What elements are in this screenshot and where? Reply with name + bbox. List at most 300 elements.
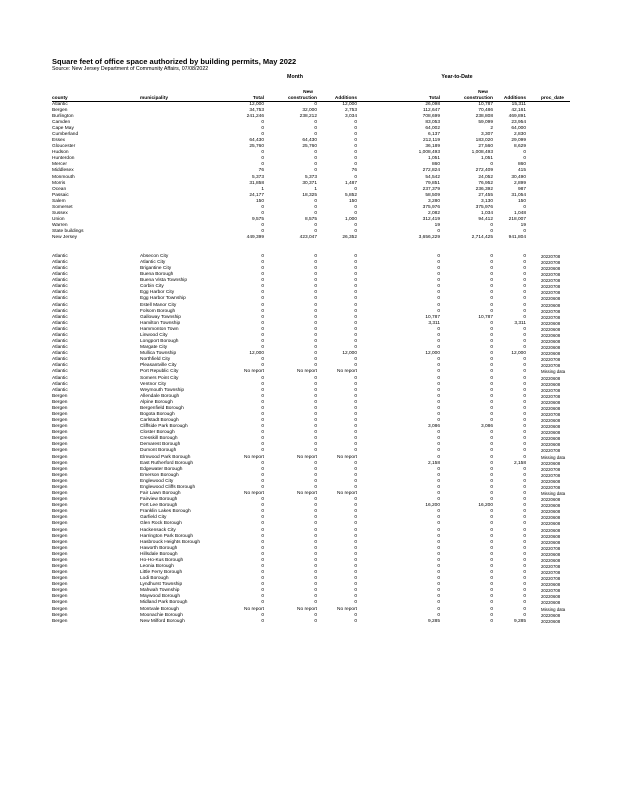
cell-ytd-new-construction: 0 — [490, 478, 493, 484]
cell-total: 12,000 — [249, 351, 264, 357]
cell-total: 0 — [261, 497, 264, 503]
cell-municipality: Absecon City — [140, 253, 169, 259]
cell-ytd-total: 0 — [437, 411, 440, 417]
cell-additions: 0 — [354, 132, 357, 137]
summary-row — [0, 223, 618, 229]
cell-new-construction: 0 — [314, 290, 317, 296]
cell-county: New Jersey — [52, 235, 78, 241]
cell-municipality: Folsom Borough — [140, 308, 176, 314]
cell-additions: 12,000 — [342, 351, 357, 357]
cell-ytd-new-construction: 0 — [490, 272, 493, 278]
cell-additions: 0 — [354, 618, 357, 624]
cell-total: 0 — [261, 551, 264, 557]
cell-county: Hudson — [52, 150, 69, 156]
cell-new-construction: No report — [297, 606, 317, 612]
cell-new-construction: 0 — [314, 460, 317, 466]
cell-new-construction: 0 — [314, 229, 317, 235]
cell-ytd-additions: 0 — [523, 448, 526, 454]
cell-total: No report — [244, 369, 264, 375]
cell-county: Morris — [52, 180, 66, 186]
cell-new-construction: 0 — [314, 442, 317, 448]
cell-ytd-additions: 0 — [523, 381, 526, 387]
cell-municipality: Bogota Borough — [140, 411, 175, 417]
cell-additions: 0 — [354, 253, 357, 259]
cell-ytd-additions: 0 — [523, 472, 526, 478]
cell-new-construction: 1 — [314, 186, 317, 192]
cell-ytd-additions: 0 — [523, 156, 526, 162]
cell-additions: 0 — [354, 588, 357, 594]
summary-row — [0, 199, 618, 205]
cell-additions: 3,034 — [344, 113, 357, 119]
cell-ytd-additions: 31,054 — [511, 192, 526, 198]
report-title: Square feet of office space authorized by building permits, May 2022 — [52, 57, 297, 66]
cell-proc-date: 20220608 — [541, 405, 561, 411]
cell-ytd-total: 3,311 — [428, 320, 440, 326]
cell-ytd-new-construction: 0 — [490, 405, 493, 411]
summary-row — [0, 168, 618, 174]
cell-additions: 0 — [354, 497, 357, 503]
cell-total: No report — [244, 454, 264, 460]
cell-ytd-new-construction: 0 — [490, 296, 493, 302]
cell-municipality: Lodi Borough — [140, 576, 169, 582]
cell-ytd-new-construction: 0 — [490, 278, 493, 284]
cell-total: 5,373 — [251, 174, 264, 180]
cell-new-construction: 0 — [314, 259, 317, 265]
cell-county: Cumberland — [52, 132, 79, 137]
cell-new-construction: 0 — [314, 101, 317, 107]
cell-additions: 0 — [354, 430, 357, 436]
table-row — [0, 388, 618, 394]
col-header-new-line2: construction — [287, 95, 317, 101]
cell-ytd-additions: 0 — [523, 600, 526, 606]
cell-ytd-additions: 30,490 — [511, 174, 526, 180]
cell-municipality: Demarest Borough — [140, 442, 181, 448]
cell-new-construction: 0 — [314, 478, 317, 484]
cell-ytd-new-construction: 59,099 — [478, 119, 493, 125]
summary-row — [0, 211, 618, 217]
cell-county: Atlantic — [52, 284, 68, 290]
cell-additions: 0 — [354, 399, 357, 405]
cell-additions: 0 — [354, 460, 357, 466]
cell-municipality: Egg Harbor City — [140, 290, 175, 296]
table-row — [0, 467, 618, 473]
cell-ytd-additions: 0 — [523, 284, 526, 290]
cell-ytd-new-construction: 0 — [490, 381, 493, 387]
table-row — [0, 321, 618, 327]
cell-county: Atlantic — [52, 253, 68, 259]
table-row — [0, 412, 618, 418]
cell-county: Sussex — [52, 211, 68, 217]
cell-county: Bergen — [52, 582, 68, 588]
cell-proc-date: 20220708 — [541, 363, 561, 369]
cell-ytd-new-construction: 0 — [490, 369, 493, 375]
cell-new-construction: 0 — [314, 509, 317, 515]
cell-municipality: Garfield City — [140, 515, 167, 521]
cell-county: Monmouth — [52, 174, 75, 180]
cell-ytd-new-construction: 0 — [490, 618, 493, 624]
cell-county: Atlantic — [52, 259, 68, 265]
cell-ytd-new-construction: 0 — [490, 223, 493, 229]
cell-ytd-new-construction: 10,787 — [478, 101, 493, 107]
cell-ytd-additions: 0 — [523, 302, 526, 308]
cell-new-construction: 0 — [314, 612, 317, 618]
summary-row — [0, 187, 618, 193]
cell-municipality: Glen Rock Borough — [140, 521, 182, 527]
cell-ytd-total: 0 — [437, 527, 440, 533]
cell-new-construction: 64,430 — [302, 138, 317, 144]
table-row — [0, 327, 618, 333]
cell-ytd-additions: 0 — [523, 582, 526, 588]
cell-total: 0 — [261, 576, 264, 582]
table-row — [0, 613, 618, 619]
cell-additions: 0 — [354, 405, 357, 411]
cell-new-construction: 0 — [314, 125, 317, 131]
summary-row — [0, 132, 618, 138]
cell-proc-date: 20220608 — [541, 594, 561, 600]
cell-new-construction: 0 — [314, 339, 317, 345]
cell-new-construction: 0 — [314, 132, 317, 137]
cell-ytd-new-construction: 0 — [490, 284, 493, 290]
cell-municipality: Cresskill Borough — [140, 436, 178, 442]
cell-ytd-additions: 0 — [523, 259, 526, 265]
cell-proc-date: 20220608 — [541, 618, 561, 624]
cell-total: 0 — [261, 326, 264, 332]
table-row — [0, 503, 618, 509]
col-header-county: county — [52, 95, 68, 101]
cell-ytd-additions: 2,899 — [513, 180, 526, 186]
table-row — [0, 345, 618, 351]
cell-municipality: Haworth Borough — [140, 545, 178, 551]
cell-municipality: Ho-Ho-Kus Borough — [140, 557, 184, 563]
cell-total: 31,858 — [249, 180, 264, 186]
cell-proc-date: 20220708 — [541, 448, 561, 454]
summary-row — [0, 205, 618, 211]
cell-county: Salem — [52, 198, 66, 204]
cell-proc-date: 20220608 — [541, 497, 561, 503]
cell-additions: 0 — [354, 570, 357, 576]
cell-total: 0 — [261, 125, 264, 131]
cell-county: Bergen — [52, 521, 68, 527]
cell-additions: 26,352 — [342, 235, 357, 241]
cell-additions: 0 — [354, 211, 357, 217]
cell-ytd-total: 9,285 — [427, 618, 440, 624]
cell-county: Bergen — [52, 478, 68, 484]
cell-municipality: Carlstadt Borough — [140, 418, 179, 424]
cell-total: 0 — [261, 570, 264, 576]
cell-county: Atlantic — [52, 357, 68, 363]
cell-ytd-total: 0 — [437, 253, 440, 259]
table-row — [0, 485, 618, 491]
cell-ytd-additions: 0 — [523, 527, 526, 533]
cell-additions: 0 — [354, 539, 357, 545]
table-row — [0, 521, 618, 527]
cell-ytd-new-construction: 0 — [490, 563, 493, 569]
cell-new-construction: 0 — [314, 119, 317, 125]
cell-municipality: Fair Lawn Borough — [140, 491, 181, 497]
cell-ytd-total: 0 — [437, 259, 440, 265]
cell-ytd-additions: 0 — [523, 418, 526, 424]
cell-total: 449,399 — [246, 235, 264, 241]
cell-additions: 0 — [354, 503, 357, 509]
cell-municipality: Fort Lee Borough — [140, 503, 178, 509]
cell-ytd-total: 0 — [437, 393, 440, 399]
cell-additions: 0 — [354, 533, 357, 539]
cell-ytd-total: 54,542 — [425, 174, 440, 180]
cell-proc-date: 20220708 — [541, 545, 561, 551]
cell-new-construction: 0 — [314, 223, 317, 229]
cell-county: Atlantic — [52, 278, 68, 284]
cell-ytd-new-construction: 70,486 — [478, 107, 493, 113]
cell-total: 0 — [261, 503, 264, 509]
cell-county: Bergen — [52, 563, 68, 569]
cell-ytd-new-construction: 0 — [490, 484, 493, 490]
cell-new-construction: 0 — [314, 314, 317, 320]
cell-proc-date: 20220708 — [541, 259, 561, 265]
cell-municipality: Longport Borough — [140, 339, 179, 345]
cell-additions: 0 — [354, 332, 357, 338]
cell-municipality: Hammonton Town — [140, 326, 179, 332]
cell-ytd-additions: 0 — [523, 266, 526, 272]
cell-proc-date: 20220608 — [541, 478, 561, 484]
table-row — [0, 260, 618, 266]
cell-new-construction: 0 — [314, 253, 317, 259]
cell-municipality: Moonachie Borough — [140, 612, 183, 618]
cell-ytd-total: 1,008,493 — [418, 150, 440, 156]
cell-ytd-new-construction: 0 — [490, 545, 493, 551]
cell-county: Bergen — [52, 539, 68, 545]
cell-ytd-new-construction: 0 — [490, 612, 493, 618]
cell-new-construction: 5,373 — [304, 174, 317, 180]
cell-municipality: Cliffside Park Borough — [140, 424, 188, 430]
table-row — [0, 600, 618, 606]
cell-ytd-additions: 0 — [523, 436, 526, 442]
cell-total: 12,000 — [249, 101, 264, 107]
cell-ytd-new-construction: 0 — [490, 497, 493, 503]
cell-additions: 5,852 — [344, 192, 357, 198]
cell-additions: No report — [337, 369, 357, 375]
cell-ytd-new-construction: 3,086 — [480, 424, 493, 430]
cell-ytd-new-construction: 0 — [490, 399, 493, 405]
cell-ytd-total: 16,200 — [425, 503, 440, 509]
cell-total: 0 — [261, 229, 264, 235]
cell-additions: 0 — [354, 272, 357, 278]
cell-ytd-new-construction: 2 — [490, 125, 493, 131]
cell-proc-date: 20220608 — [541, 424, 561, 430]
cell-ytd-new-construction: 0 — [490, 375, 493, 381]
cell-total: 0 — [261, 204, 264, 210]
cell-additions: No report — [337, 491, 357, 497]
cell-proc-date: 20220608 — [541, 539, 561, 545]
cell-proc-date: 20220608 — [541, 345, 561, 351]
cell-ytd-new-construction: 0 — [490, 472, 493, 478]
cell-total: 34,753 — [249, 107, 264, 113]
cell-ytd-total: 2,158 — [427, 460, 440, 466]
cell-proc-date: 20220708 — [541, 290, 561, 296]
cell-ytd-additions: 0 — [523, 399, 526, 405]
cell-ytd-additions: 0 — [523, 515, 526, 521]
cell-ytd-additions: 0 — [523, 278, 526, 284]
cell-ytd-additions: 0 — [523, 229, 526, 235]
cell-county: Mercer — [52, 162, 67, 168]
cell-additions: 0 — [354, 436, 357, 442]
cell-proc-date: 20220608 — [541, 430, 561, 436]
cell-new-construction: 0 — [314, 357, 317, 363]
cell-ytd-total: 0 — [437, 436, 440, 442]
cell-ytd-additions: 0 — [523, 545, 526, 551]
table-row — [0, 619, 618, 625]
cell-total: 0 — [261, 612, 264, 618]
cell-ytd-total: 0 — [437, 430, 440, 436]
table-row — [0, 266, 618, 272]
cell-proc-date: 20220608 — [541, 509, 561, 515]
cell-municipality: Hillsdale Borough — [140, 551, 178, 557]
cell-county: Ocean — [52, 186, 67, 192]
cell-ytd-additions: 0 — [523, 204, 526, 210]
cell-proc-date: Missing data — [541, 369, 566, 375]
cell-municipality: Pleasantville City — [140, 363, 177, 369]
table-row — [0, 315, 618, 321]
cell-new-construction: 238,212 — [299, 113, 317, 119]
cell-proc-date: 20220608 — [541, 339, 561, 345]
cell-additions: 0 — [354, 314, 357, 320]
cell-additions: 0 — [354, 119, 357, 125]
cell-municipality: Hamilton Township — [140, 320, 181, 326]
cell-total: 0 — [261, 132, 264, 137]
cell-municipality: East Rutherford Borough — [140, 460, 194, 466]
cell-county: Bergen — [52, 430, 68, 436]
cell-municipality: Allendale Borough — [140, 393, 180, 399]
cell-ytd-total: 0 — [437, 606, 440, 612]
cell-ytd-total: 6,137 — [427, 132, 440, 137]
summary-row — [0, 108, 618, 114]
cell-additions: 0 — [354, 612, 357, 618]
cell-new-construction: 0 — [314, 204, 317, 210]
cell-ytd-new-construction: 0 — [490, 533, 493, 539]
cell-additions: 0 — [354, 339, 357, 345]
cell-total: 0 — [261, 308, 264, 314]
cell-new-construction: 0 — [314, 399, 317, 405]
cell-county: Cape May — [52, 125, 74, 131]
cell-ytd-total: 3,656,229 — [418, 235, 440, 241]
cell-ytd-additions: 0 — [523, 588, 526, 594]
cell-ytd-additions: 0 — [523, 533, 526, 539]
cell-county: Camden — [52, 119, 71, 125]
cell-ytd-additions: 0 — [523, 314, 526, 320]
cell-ytd-total: 0 — [437, 551, 440, 557]
cell-new-construction: 0 — [314, 515, 317, 521]
cell-municipality: Edgewater Borough — [140, 466, 183, 472]
cell-county: Bergen — [52, 533, 68, 539]
cell-county: Bergen — [52, 576, 68, 582]
cell-ytd-additions: 941,804 — [508, 235, 526, 241]
cell-total: 0 — [261, 211, 264, 217]
cell-additions: 0 — [354, 204, 357, 210]
cell-ytd-total: 0 — [437, 229, 440, 235]
cell-total: 150 — [255, 198, 264, 204]
cell-ytd-new-construction: 0 — [490, 460, 493, 466]
cell-total: 0 — [261, 399, 264, 405]
cell-additions: 0 — [354, 484, 357, 490]
cell-total: 0 — [261, 314, 264, 320]
cell-new-construction: 30,371 — [302, 180, 317, 186]
cell-ytd-total: 0 — [437, 369, 440, 375]
cell-ytd-new-construction: 0 — [490, 411, 493, 417]
cell-total: 0 — [261, 460, 264, 466]
cell-additions: 0 — [354, 308, 357, 314]
cell-municipality: Estell Manor City — [140, 302, 177, 308]
cell-total: 0 — [261, 381, 264, 387]
cell-additions: 0 — [354, 515, 357, 521]
col-header-ytd-total: Total — [428, 95, 440, 101]
cell-total: 0 — [261, 588, 264, 594]
cell-new-construction: 8,575 — [304, 217, 317, 223]
cell-additions: 0 — [354, 448, 357, 454]
table-row — [0, 376, 618, 382]
cell-total: 0 — [261, 387, 264, 393]
cell-ytd-new-construction: 0 — [490, 326, 493, 332]
col-header-ytd-new-line2: construction — [463, 95, 493, 101]
cell-county: State buildings — [52, 229, 84, 235]
cell-county: Middlesex — [52, 168, 74, 174]
cell-ytd-additions: 0 — [523, 375, 526, 381]
cell-ytd-total: 0 — [437, 472, 440, 478]
cell-total: 0 — [261, 472, 264, 478]
cell-total: 0 — [261, 411, 264, 417]
cell-ytd-total: 0 — [437, 375, 440, 381]
cell-additions: 0 — [354, 424, 357, 430]
cell-county: Hunterdon — [52, 156, 75, 162]
cell-additions: 0 — [354, 278, 357, 284]
cell-ytd-total: 3,086 — [427, 424, 440, 430]
cell-total: 0 — [261, 296, 264, 302]
cell-new-construction: 0 — [314, 211, 317, 217]
cell-total: 0 — [261, 345, 264, 351]
cell-ytd-additions: 9,285 — [513, 618, 526, 624]
cell-ytd-total: 10,787 — [425, 314, 440, 320]
cell-ytd-additions: 42,161 — [511, 107, 526, 113]
cell-additions: 0 — [354, 363, 357, 369]
cell-ytd-total: 0 — [437, 284, 440, 290]
table-row — [0, 394, 618, 400]
cell-total: 0 — [261, 320, 264, 326]
cell-total: 1 — [261, 186, 264, 192]
cell-ytd-new-construction: 0 — [490, 290, 493, 296]
cell-additions: 0 — [354, 375, 357, 381]
cell-proc-date: 20220608 — [541, 515, 561, 521]
cell-ytd-new-construction: 0 — [490, 600, 493, 606]
cell-total: 0 — [261, 563, 264, 569]
cell-proc-date: 20220608 — [541, 266, 561, 272]
cell-ytd-additions: 12,000 — [511, 351, 526, 357]
cell-county: Gloucester — [52, 144, 76, 150]
cell-new-construction: 0 — [314, 448, 317, 454]
cell-county: Bergen — [52, 515, 68, 521]
table-row — [0, 369, 618, 375]
cell-county: Bergen — [52, 454, 68, 460]
cell-proc-date: 20220708 — [541, 588, 561, 594]
cell-total: 0 — [261, 582, 264, 588]
cell-new-construction: 0 — [314, 503, 317, 509]
cell-ytd-total: 0 — [437, 563, 440, 569]
cell-ytd-additions: 0 — [523, 272, 526, 278]
cell-municipality: Mullica Township — [140, 351, 177, 357]
cell-total: 25,760 — [249, 144, 264, 150]
cell-additions: 0 — [354, 162, 357, 168]
cell-ytd-new-construction: 0 — [490, 332, 493, 338]
cell-ytd-additions: 0 — [523, 345, 526, 351]
cell-new-construction: 0 — [314, 405, 317, 411]
cell-ytd-total: 0 — [437, 339, 440, 345]
